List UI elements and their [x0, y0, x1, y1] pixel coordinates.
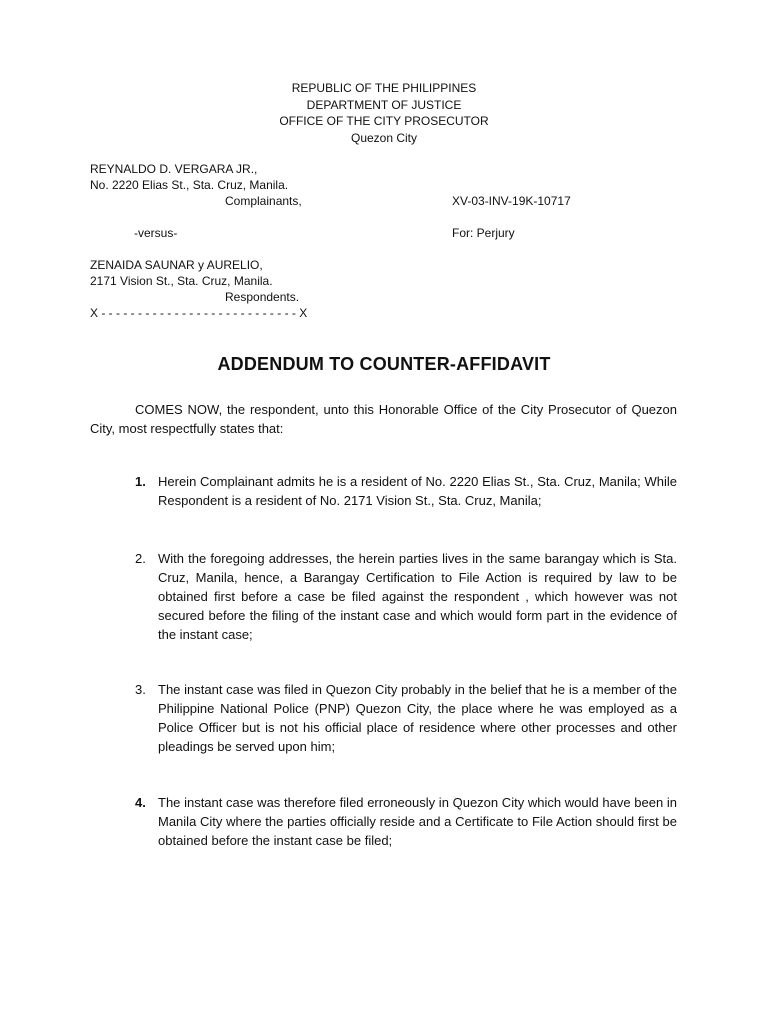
list-item-4	[135, 793, 677, 850]
list-item-1	[135, 472, 677, 510]
list-number: 4.	[135, 795, 146, 810]
intro-paragraph: COMES NOW, the respondent, unto this Honorable Office of the City Prosecutor of Quezon City, most respectfully states that:	[90, 402, 677, 436]
charge-label: For: Perjury	[452, 226, 515, 240]
list-text: The instant case was therefore filed erroneously in Quezon City which would have been in Manila City where the parties officially reside and a Certificate to File Action should first be obtained before the instant case be filed;	[158, 795, 677, 848]
respondent-address: 2171 Vision St., Sta. Cruz, Manila.	[90, 274, 273, 288]
header-city: Quezon City	[350, 130, 418, 145]
list-item-2	[135, 549, 677, 644]
caption-separator: X - - - - - - - - - - - - - - - - - - - - - - - - - - - X	[90, 306, 308, 320]
list-number: 2.	[135, 551, 146, 566]
complainant-address: No. 2220 Elias St., Sta. Cruz, Manila.	[90, 178, 289, 192]
versus-label: -versus-	[134, 226, 178, 240]
header-office: OFFICE OF THE CITY PROSECUTOR	[279, 114, 489, 128]
header-department: DEPARTMENT OF JUSTICE	[306, 97, 462, 112]
list-text: Herein Complainant admits he is a resident of No. 2220 Elias St., Sta. Cruz, Manila; While Respondent is a resident of No. 2171 Vision St., Sta. Cruz, Manila;	[158, 474, 677, 508]
respondents-label: Respondents.	[225, 290, 300, 304]
list-item-3	[135, 680, 677, 756]
complainants-label: Complainants,	[225, 194, 302, 208]
list-text: The instant case was filed in Quezon City probably in the belief that he is a member of the Philippine National Police (PNP) Quezon City, the place where he was employed as a Police Officer but is not his official place of residence where other processes and other pleadings be served upon him;	[158, 682, 677, 754]
case-number: XV-03-INV-19K-10717	[452, 194, 571, 208]
document-title: ADDENDUM TO COUNTER-AFFIDAVIT	[217, 354, 551, 374]
list-number: 1.	[135, 474, 146, 489]
respondent-name: ZENAIDA SAUNAR y AURELIO,	[90, 258, 263, 272]
document-header	[0, 80, 768, 146]
complainant-name: REYNALDO D. VERGARA JR.,	[90, 162, 258, 176]
header-republic: REPUBLIC OF THE PHILIPPINES	[291, 81, 477, 95]
list-number: 3.	[135, 682, 146, 697]
list-text: With the foregoing addresses, the herein parties lives in the same barangay which is Sta. Cruz, Manila, hence, a Barangay Certification to File Action is required by law to be obtained first before a case be filed against the respondent , which however was not secured before the filing of the instant case and which would form part in the evidence of the instant case;	[158, 551, 677, 642]
